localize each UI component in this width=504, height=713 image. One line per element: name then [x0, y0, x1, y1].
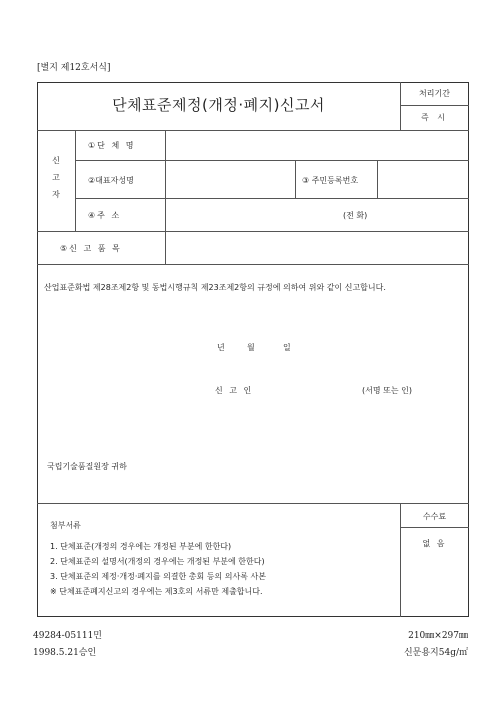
phone-label: (전 화) — [343, 211, 368, 220]
paper-type: 신문용지54g/㎡ — [403, 648, 468, 658]
address-field[interactable] — [166, 199, 336, 230]
processing-period-value: 즉 시 — [421, 113, 448, 122]
fee-value: 없 음 — [422, 539, 447, 548]
address-label: ④주 소 — [88, 211, 122, 220]
date-year-label: 년 — [217, 343, 225, 352]
representative-name-label: ②대표자성명 — [88, 176, 134, 185]
form-title: 단체표준제정(개정·폐지)신고서 — [112, 96, 325, 114]
form-number-label: [별지 제12호서식] — [37, 63, 111, 73]
attachment-item: 3. 단체표준의 제정·개정·폐지를 의결한 총회 등의 의사록 사본 — [50, 572, 266, 581]
attachments-heading: 첨부서류 — [50, 521, 81, 530]
processing-period-header: 처리기간 — [419, 89, 450, 98]
fee-header: 수수료 — [422, 512, 447, 521]
group-name-field[interactable] — [166, 131, 468, 159]
divider — [37, 264, 469, 265]
divider — [37, 503, 469, 504]
declaration-text: 산업표준화법 제28조제2항 및 동법시행규칙 제23조제2항의 규정에 의하여 위와 같이 신고합니다. — [44, 283, 386, 292]
addressee: 국립기술품질원장 귀하 — [47, 462, 127, 471]
paper-size: 210㎜×297㎜ — [408, 631, 468, 641]
group-name-label: ①단 체 명 — [88, 141, 136, 150]
attachment-note: ※ 단체표준폐지신고의 경우에는 제3호의 서류만 제출합니다. — [50, 587, 263, 596]
resident-number-label: ③ 주민등록번호 — [302, 176, 359, 185]
applicant-side-label-1: 신 — [52, 156, 60, 165]
resident-number-field[interactable] — [378, 161, 468, 197]
applicant-side-label-2: 고 — [52, 173, 60, 182]
reporter-name-field[interactable] — [262, 382, 360, 396]
date-month-label: 월 — [247, 343, 255, 352]
report-item-field[interactable] — [166, 232, 468, 263]
reporter-label: 신 고 인 — [215, 386, 254, 395]
report-item-label: ⑤신 고 품 목 — [60, 244, 122, 253]
divider — [400, 105, 469, 106]
divider — [295, 160, 296, 198]
signature-label: (서명 또는 인) — [362, 386, 412, 395]
applicant-side-label-3: 자 — [52, 190, 60, 199]
approval-date: 1998.5.21승인 — [33, 648, 97, 658]
attachment-item: 1. 단체표준(개정의 경우에는 개정된 부분에 한한다) — [50, 542, 232, 551]
date-day-label: 일 — [283, 343, 291, 352]
attachment-item: 2. 단체표준의 설명서(개정의 경우에는 개정된 부분에 한한다) — [50, 557, 265, 566]
divider — [400, 527, 469, 528]
divider — [75, 130, 76, 231]
form-code: 49284-05111민 — [33, 631, 102, 641]
representative-name-field[interactable] — [166, 161, 294, 197]
